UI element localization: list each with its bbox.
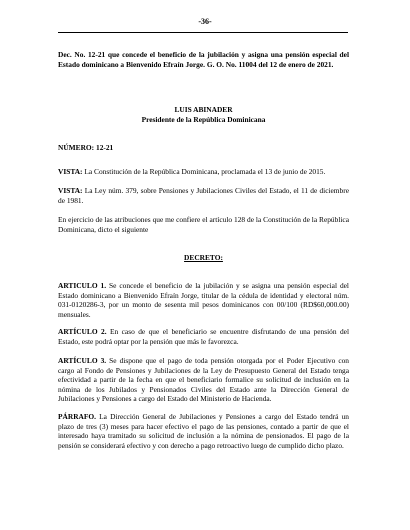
decree-heading: Dec. No. 12-21 que concede el beneficio de la jubilación y asigna una pensión especial del Estado dominicano a Bienvenido Efraín Jorge. G. O. No. 11004 del 12 de enero de 2021.: [58, 50, 349, 69]
article-3-text: Se dispone que el pago de toda pensión otorgada por el Poder Ejecutivo con cargo al Fondo de Pensiones y Jubilaciones de la Ley de Presupuesto General del Estado tenga efectividad a partir de la fecha en que el beneficiario formalice su solicitud de inclusión en la nómina de los Jubilados y Pensionados Civiles del Estado ante la Dirección General de Jubilaciones y Pensiones a cargo del Estado del Ministerio de Hacienda.: [58, 356, 349, 404]
vista-1-text: La Constitución de la República Dominicana, proclamada el 13 de junio de 2015.: [84, 167, 326, 176]
page-number: -36-: [198, 17, 212, 26]
vista-1: [58, 167, 349, 177]
author-block: [58, 105, 349, 124]
numero-value: 12-21: [96, 143, 114, 152]
vista-2-text: La Ley núm. 379, sobre Pensiones y Jubilaciones Civiles del Estado, el 11 de diciembre de 1981.: [58, 186, 349, 205]
header-rule: [58, 32, 348, 33]
numero-line: [58, 143, 349, 153]
article-2-text: En caso de que el beneficiario se encuentre disfrutando de una pensión del Estado, este podrá optar por la pensión que más le favorezca.: [58, 327, 349, 346]
article-2: [58, 327, 349, 346]
author-name: LUIS ABINADER: [174, 105, 233, 114]
vista-2-label: VISTA:: [58, 186, 83, 195]
vista-1-label: VISTA:: [58, 167, 83, 176]
parrafo-label: PÁRRAFO.: [58, 412, 96, 421]
article-2-label: ARTÍCULO 2.: [58, 327, 107, 336]
article-3: [58, 356, 349, 404]
parrafo: [58, 412, 349, 450]
vista-2: [58, 186, 349, 205]
numero-label: NÚMERO:: [58, 143, 95, 152]
parrafo-text: La Dirección General de Jubilaciones y Pensiones a cargo del Estado tendrá un plazo de tres (3) meses para hacer efectivo el pago de las pensiones, contado a partir de que el interesado haya tramitado su solicitud de inclusión a la nómina de pensionados. El pago de la pensión se considerará efectivo y con derecho a pago retroactivo luego de cumplido dicho plazo.: [58, 412, 349, 450]
article-1-text: Se concede el beneficio de la jubilación y se asigna una pensión especial del Estado dominicano a Bienvenido Efraín Jorge, titular de la cédula de identidad y electoral núm. 031-0120286-3, por un monto de sesenta mil pesos dominicanos con 00/100 (RD$60,000.00) mensuales.: [58, 281, 349, 319]
decreto-title: DECRETO:: [184, 253, 223, 262]
article-1-label: ARTICULO 1.: [58, 281, 107, 290]
preamble: En ejercicio de las atribuciones que me confiere el artículo 128 de la Constitución de la República Dominicana, dicto el siguiente: [58, 215, 349, 234]
article-3-label: ARTÍCULO 3.: [58, 356, 107, 365]
author-title: Presidente de la República Dominicana: [141, 114, 266, 124]
article-1: [58, 281, 349, 319]
